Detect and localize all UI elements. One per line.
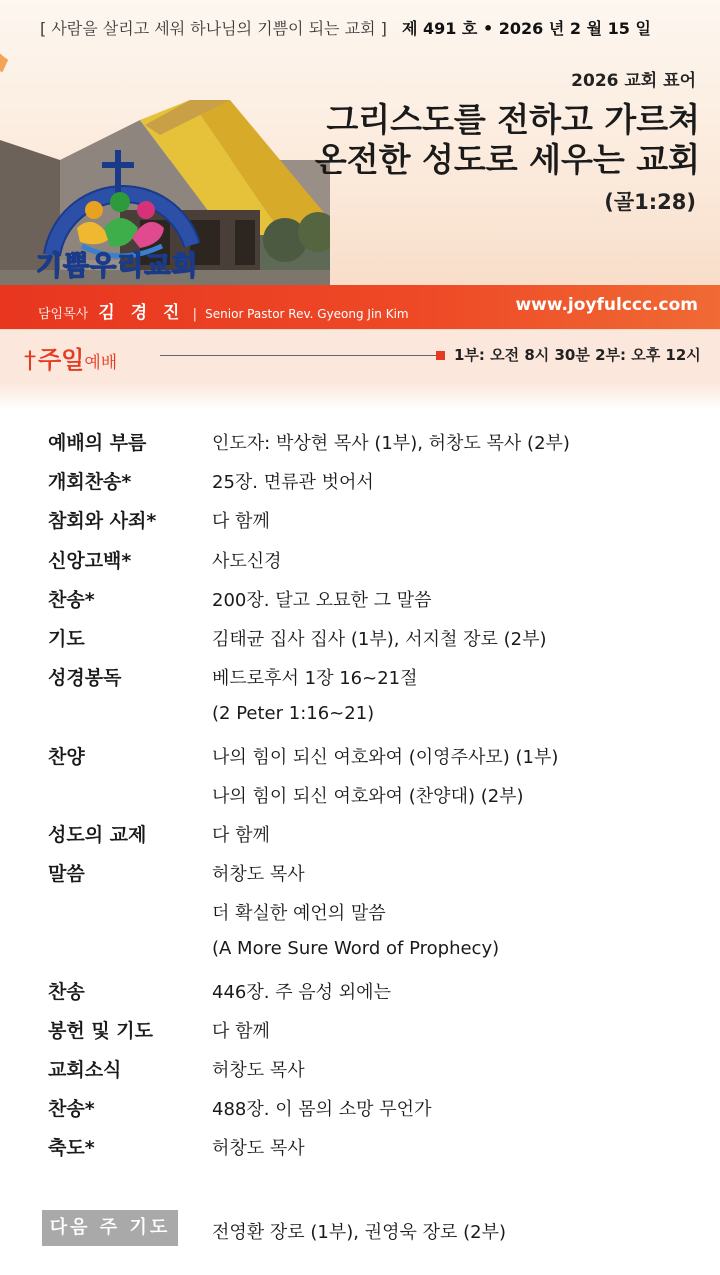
list-item [0,498,720,537]
item-label: 참회와 사죄* [48,510,157,533]
motto-scripture-ref: (골1:28) [604,190,696,214]
pastor-english-name: Senior Pastor Rev. Gyeong Jin Kim [205,307,409,321]
list-item [0,734,720,773]
list-item [0,694,720,733]
pastor-title: 담임목사 [38,307,89,322]
motto-line-1: 그리스도를 전하고 가르쳐 [326,100,700,139]
item-value: 허창도 목사 [212,1138,305,1160]
list-item [0,929,720,968]
item-value: 나의 힘이 되신 여호와여 (이영주사모) (1부) [212,746,559,768]
item-label: 예배의 부름 [48,432,147,454]
service-title [24,340,117,375]
list-item [0,1008,720,1047]
item-label: 찬양 [48,745,85,768]
list-item [0,538,720,577]
item-value: 200장. 달고 오묘한 그 말씀 [212,589,432,611]
cross-icon: † [24,346,36,374]
list-item [0,420,720,459]
list-item [0,890,720,929]
pastor-name: 김 경 진 [98,303,185,323]
logo-church-name: 기쁨우리교회 [36,251,199,282]
item-label: 교회소식 [48,1059,122,1081]
item-value: 인도자: 박상현 목사 (1부), 허창도 목사 (2부) [212,433,570,454]
header-top-line [40,16,651,39]
item-label: 찬송* [48,588,95,611]
item-value: 488장. 이 몸의 소망 무언가 [212,1099,432,1121]
item-value: 허창도 목사 [212,1060,305,1081]
list-item [0,812,720,851]
item-label: 축도* [48,1137,95,1160]
item-value: (2 Peter 1:16~21) [212,703,375,725]
item-value: 사도신경 [212,550,282,572]
decorative-arc [0,0,78,92]
header-fade [0,382,720,410]
list-item [0,1086,720,1125]
item-label: 성경봉독 [48,667,122,690]
list-item [0,655,720,694]
service-title-big: 주일 [38,346,85,374]
service-times: 1부: 오전 8시 30분 2부: 오후 12시 [454,346,701,364]
item-value: 25장. 면류관 벗어서 [212,472,374,494]
item-value: 다 함께 [212,1020,270,1042]
item-value: 나의 힘이 되신 여호와여 (찬양대) (2부) [212,785,524,807]
service-title-small: 예배 [84,353,118,373]
item-label: 말씀 [48,863,85,886]
list-item [0,459,720,498]
item-label: 봉헌 및 기도 [48,1019,153,1042]
motto-year-label: 2026 교회 표어 [571,71,696,91]
item-value: (A More Sure Word of Prophecy) [212,938,500,960]
item-value: 베드로후서 1장 16~21절 [212,668,418,690]
pastor-bar [0,285,720,329]
item-label: 기도 [48,627,85,650]
item-value: 더 확실한 예언의 말씀 [212,903,386,925]
list-item [0,577,720,616]
pastor-info [38,298,409,323]
item-value: 허창도 목사 [212,864,305,886]
item-label: 개회찬송* [48,471,132,494]
divider: | [192,307,198,322]
church-slogan: [ 사람을 살리고 세워 하나님의 기쁨이 되는 교회 ] [40,19,387,38]
motto-line-2: 온전한 성도로 세우는 교회 [314,140,700,179]
service-times-bar [0,330,720,382]
item-value: 다 함께 [212,511,270,533]
list-item [0,616,720,655]
church-motto [315,100,700,180]
divider-line [160,355,436,356]
square-bullet-icon [436,351,445,360]
list-item [0,1047,720,1086]
next-prayer-badge: 다음 주 기도 [42,1210,178,1246]
item-value: 다 함께 [212,824,270,846]
list-item [0,773,720,812]
website-link[interactable]: www.joyfulccc.com [515,295,698,315]
list-item [0,969,720,1008]
next-prayer-value: 전영환 장로 (1부), 권영욱 장로 (2부) [212,1222,506,1243]
item-value: 김태균 집사 집사 (1부), 서지철 장로 (2부) [212,628,547,650]
bulletin-header [0,0,720,330]
next-week-prayer [0,1208,720,1248]
list-item [0,1125,720,1164]
item-label: 성도의 교제 [48,823,147,846]
item-label: 찬송* [48,1098,95,1121]
order-of-worship [0,420,720,1165]
item-label: 찬송 [48,980,85,1003]
list-item [0,851,720,890]
item-value: 446장. 주 음성 외에는 [212,981,391,1003]
item-label: 신앙고백* [48,549,132,572]
issue-date: 제 491 호 • 2026 년 2 월 15 일 [401,19,651,38]
